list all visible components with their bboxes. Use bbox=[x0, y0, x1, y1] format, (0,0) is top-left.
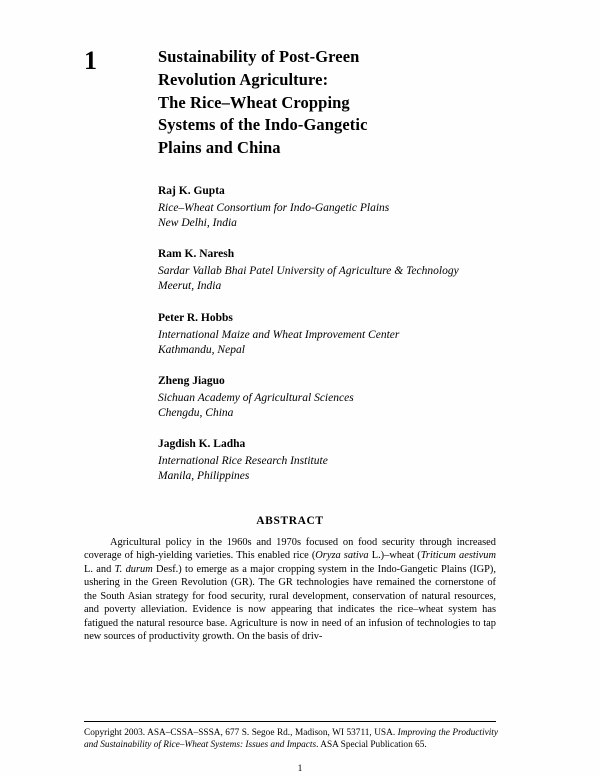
author-name: Jagdish K. Ladha bbox=[158, 438, 246, 451]
chapter-title-line: The Rice–Wheat Cropping bbox=[158, 92, 350, 112]
abstract-heading: ABSTRACT bbox=[256, 514, 324, 527]
author-name: Ram K. Naresh bbox=[158, 248, 235, 261]
page-number: 1 bbox=[297, 764, 303, 774]
affiliation-line: Meerut, India bbox=[158, 280, 222, 293]
author-list bbox=[84, 185, 496, 485]
affiliation-line: International Maize and Wheat Improvement Center bbox=[158, 328, 400, 341]
chapter-title bbox=[158, 46, 368, 160]
footnote-divider bbox=[84, 721, 496, 722]
author-entry bbox=[158, 185, 496, 231]
affiliation-line: Rice–Wheat Consortium for Indo-Gangetic Plains bbox=[158, 201, 390, 214]
author-affiliation bbox=[158, 391, 496, 421]
author-name: Raj K. Gupta bbox=[158, 184, 225, 197]
affiliation-line: Sardar Vallab Bhai Patel University of Agriculture & Technology bbox=[158, 265, 459, 278]
author-entry bbox=[158, 375, 496, 421]
author-entry bbox=[158, 248, 496, 294]
affiliation-line: Kathmandu, Nepal bbox=[158, 343, 245, 356]
affiliation-line: New Delhi, India bbox=[158, 217, 237, 229]
page-content bbox=[84, 46, 496, 644]
chapter-title-line: Systems of the Indo-Gangetic bbox=[158, 115, 368, 135]
author-name: Zheng Jiaguo bbox=[158, 374, 225, 387]
chapter-title-line: Revolution Agriculture: bbox=[158, 69, 329, 89]
affiliation-line: Sichuan Academy of Agricultural Sciences bbox=[158, 391, 354, 404]
author-entry bbox=[158, 438, 496, 484]
author-affiliation bbox=[158, 201, 496, 231]
author-name: Peter R. Hobbs bbox=[158, 311, 233, 324]
author-entry bbox=[158, 312, 496, 358]
chapter-number: 1 bbox=[84, 46, 97, 75]
author-affiliation bbox=[158, 328, 496, 358]
affiliation-line: International Rice Research Institute bbox=[158, 455, 328, 468]
abstract-body: Agricultural policy in the 1960s and 1970s focused on food security through increased coverage of high-yielding varieties. This enabled rice (Oryza sativa L.)–wheat (Triticum aestivum L. and T. durum Desf.) to emerge as a major cropping system in the Indo-Gangetic Plains (IGP), ushering in the Green Revolution (GR). The GR technologies have remained the cornerstone of the South Asian strategy for food security, rural development, conservation of natural resources, and poverty alleviation. Evidence is now appearing that indicates the rice–wheat system has fatigued the natural resource base. Agriculture is now in need of an infusion of technologies to tap new sources of productivity growth. On the basis of driv- bbox=[84, 536, 496, 643]
affiliation-line: Manila, Philippines bbox=[158, 470, 250, 483]
chapter-header bbox=[84, 46, 496, 160]
copyright-footnote: Copyright 2003. ASA–CSSA–SSSA, 677 S. Segoe Rd., Madison, WI 53711, USA. Improving the Productivity and Sustainability of Rice–Wheat Systems: Issues and Impacts. ASA Special Publication 65. bbox=[84, 728, 498, 751]
author-affiliation bbox=[158, 454, 496, 484]
author-affiliation bbox=[158, 264, 496, 294]
affiliation-line: Chengdu, China bbox=[158, 407, 234, 420]
chapter-title-line: Sustainability of Post-Green bbox=[158, 47, 360, 66]
chapter-title-line: Plains and China bbox=[158, 138, 281, 158]
